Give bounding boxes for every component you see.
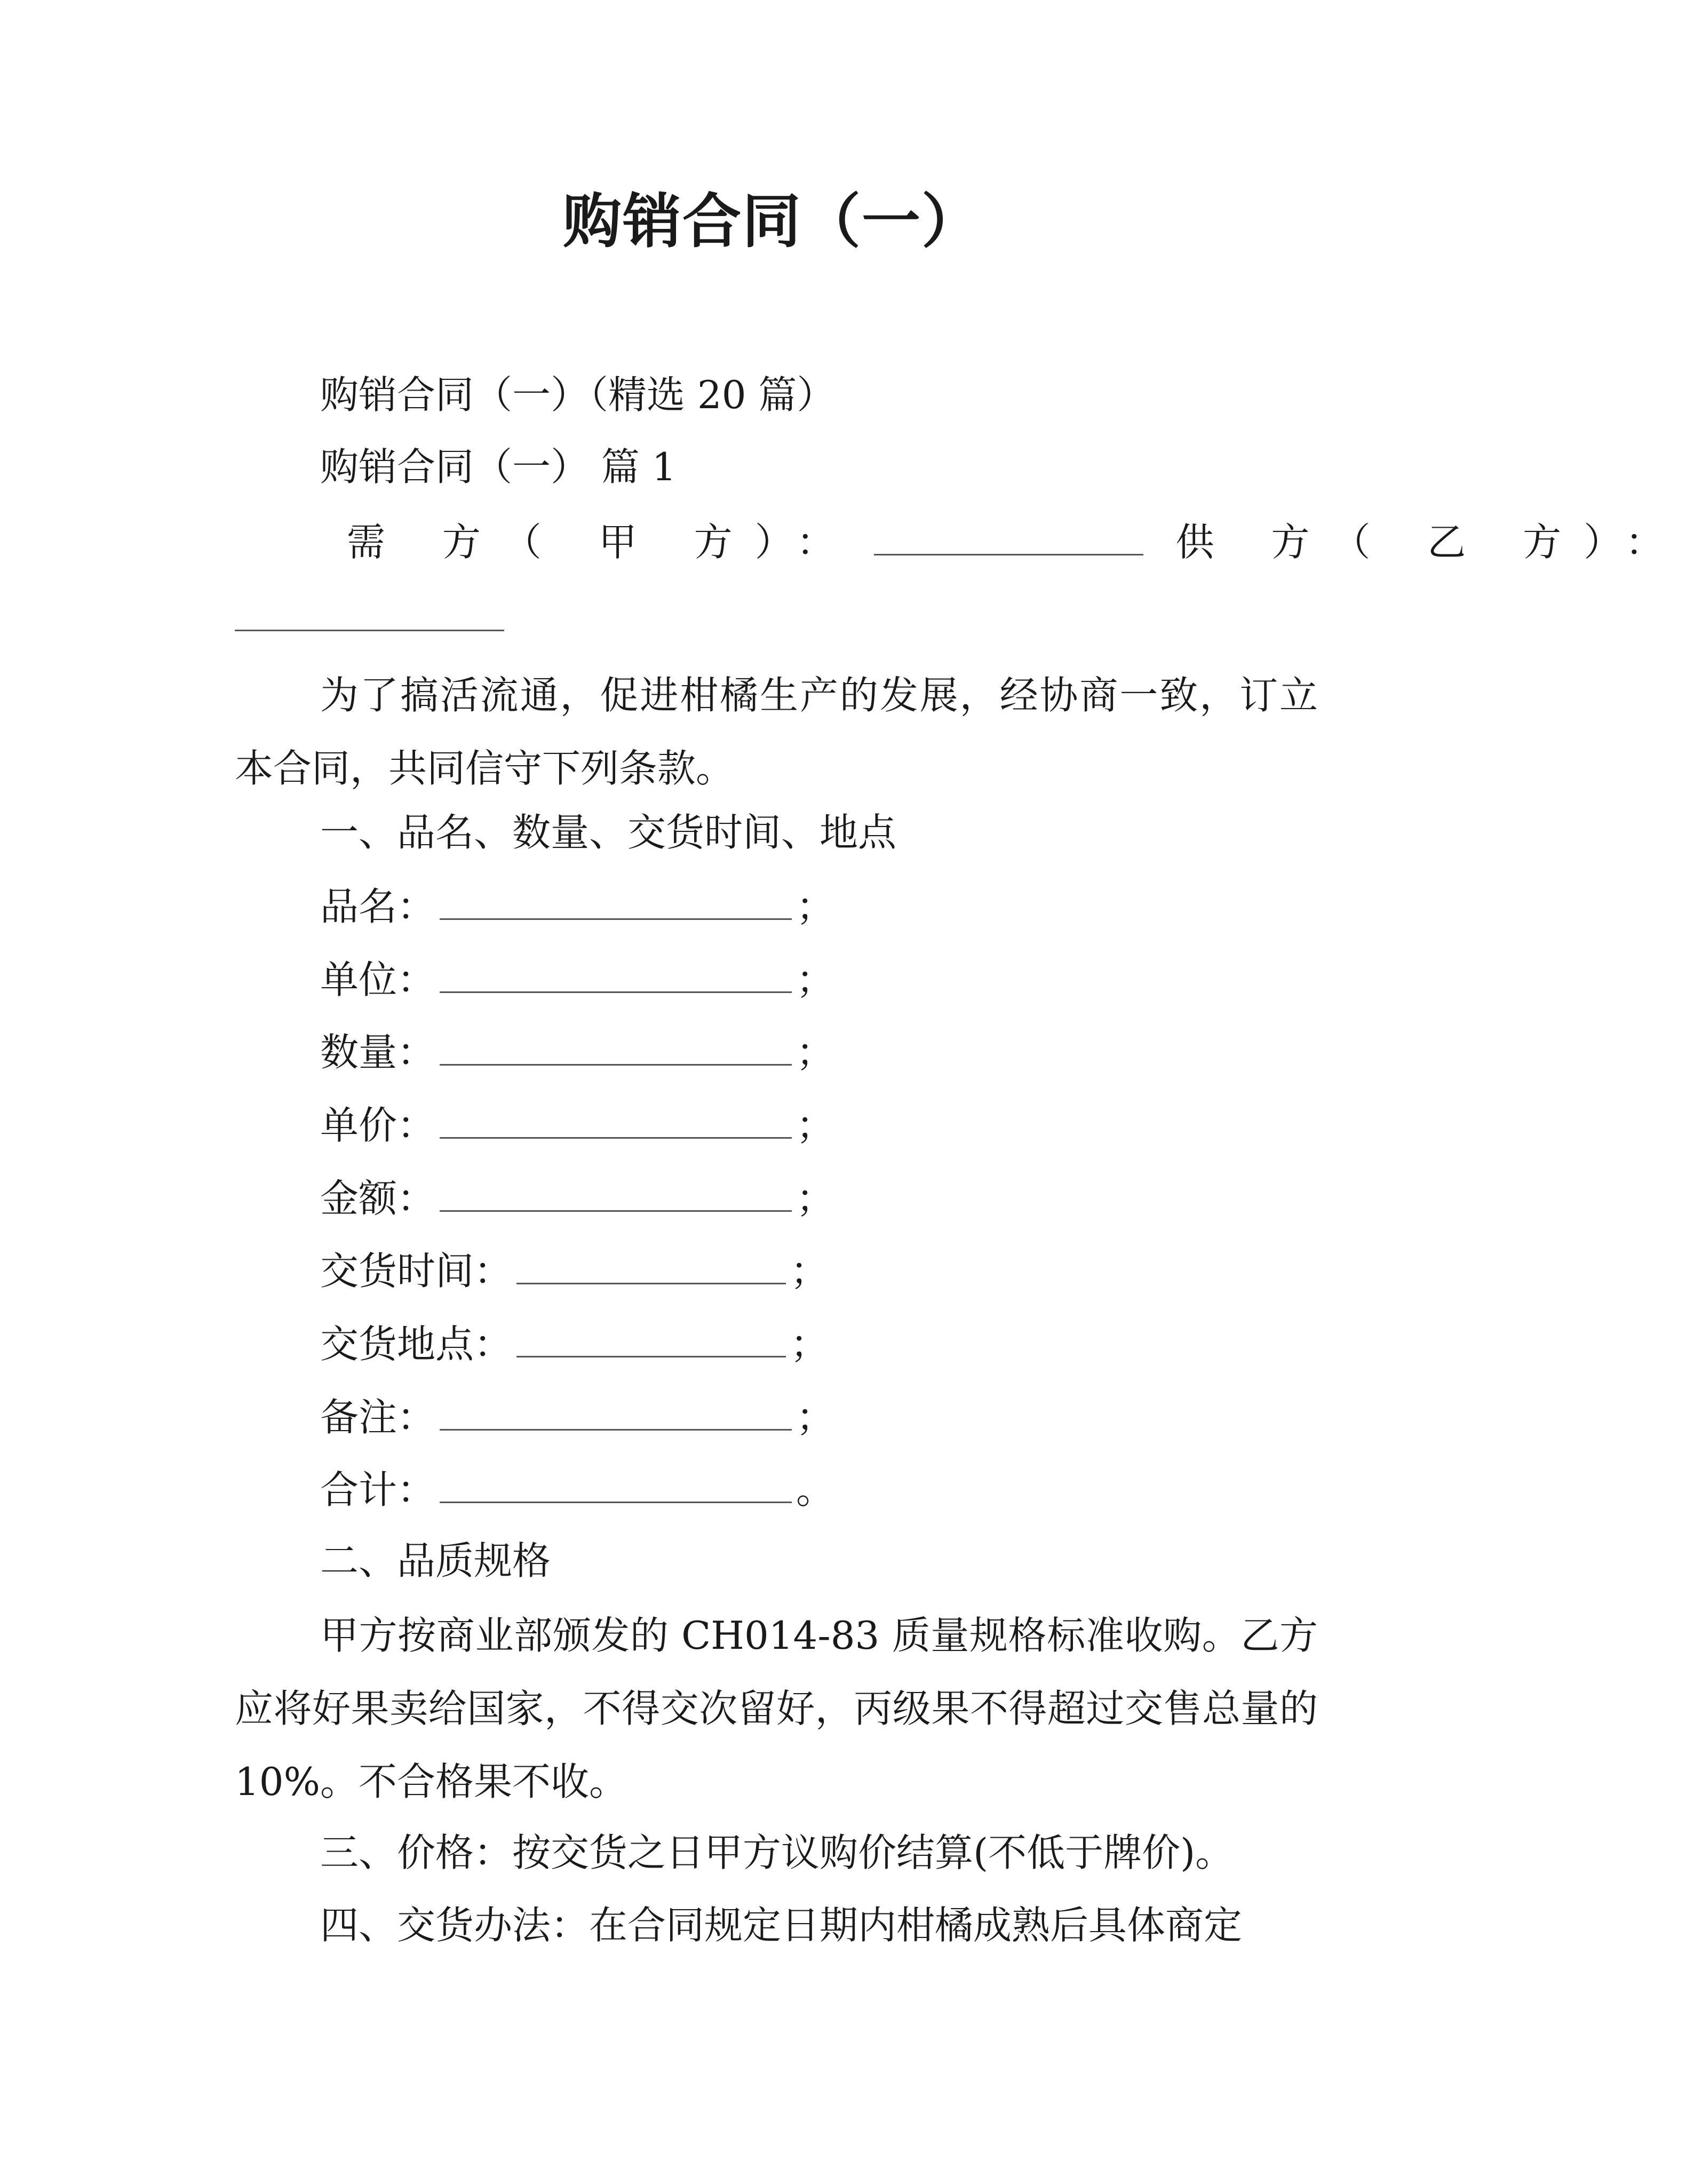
field-blank [440, 1023, 792, 1066]
field-row [320, 1315, 829, 1371]
clause-1-heading: 一、品名、数量、交货时间、地点 [320, 810, 897, 855]
clause-2-paragraph: 甲方按商业部颁发的 CH014-83 质量规格标准收购。乙方应将好果卖给国家，不得交次留好，丙级果不得超过交售总量的 10%。不合格果不收。 [235, 1613, 1318, 1804]
field-label: 备注： [320, 1395, 436, 1440]
party-a-blank [874, 513, 1143, 555]
document-subtitle: 购销合同（一）（精选 20 篇） [320, 372, 836, 417]
party-a-line [347, 513, 1686, 569]
field-row [320, 1097, 834, 1152]
field-end: ； [790, 1249, 829, 1293]
field-blank [440, 1388, 792, 1431]
clause-3: 三、价格：按交货之日甲方议购价结算(不低于牌价)。 [320, 1830, 1234, 1875]
field-end: ； [796, 957, 835, 1002]
field-row [320, 1242, 829, 1298]
field-label: 交货地点： [320, 1322, 513, 1367]
field-row [320, 951, 834, 1006]
field-blank [440, 1461, 792, 1503]
field-end: ； [790, 1322, 829, 1367]
field-end: ； [796, 1103, 835, 1148]
field-blank [516, 1242, 786, 1284]
field-row [320, 1388, 834, 1444]
field-label: 金额： [320, 1176, 436, 1221]
field-label: 品名： [320, 884, 436, 929]
field-label: 数量： [320, 1030, 436, 1075]
field-end: 。 [796, 1467, 835, 1512]
party-b-blank [235, 630, 504, 631]
field-blank [440, 1097, 792, 1139]
field-label: 合计： [320, 1467, 436, 1512]
field-end: ； [796, 1395, 835, 1440]
field-row [320, 1170, 834, 1225]
field-row [320, 1023, 834, 1079]
field-blank [440, 878, 792, 920]
field-label: 单位： [320, 957, 436, 1002]
clause-2-heading: 二、品质规格 [320, 1538, 551, 1583]
field-blank [440, 951, 792, 993]
party-b-label: 供 方（ 乙 方）： [1175, 520, 1686, 565]
field-end: ； [796, 1030, 835, 1075]
field-row [320, 1461, 834, 1516]
intro-paragraph: 为了搞活流通，促进柑橘生产的发展，经协商一致，订立本合同，共同信守下列条款。 [235, 673, 1318, 791]
field-blank [440, 1170, 792, 1212]
field-end: ； [796, 884, 835, 929]
field-end: ； [796, 1176, 835, 1221]
document-title: 购销合同（一） [563, 187, 981, 256]
field-label: 单价： [320, 1103, 436, 1148]
party-a-label: 需 方（ 甲 方）： [347, 520, 857, 565]
field-label: 交货时间： [320, 1249, 513, 1293]
section-heading: 购销合同（一） 篇 1 [320, 444, 677, 489]
field-row [320, 878, 834, 933]
clause-4: 四、交货办法：在合同规定日期内柑橘成熟后具体商定 [320, 1903, 1243, 1948]
field-blank [516, 1315, 786, 1357]
